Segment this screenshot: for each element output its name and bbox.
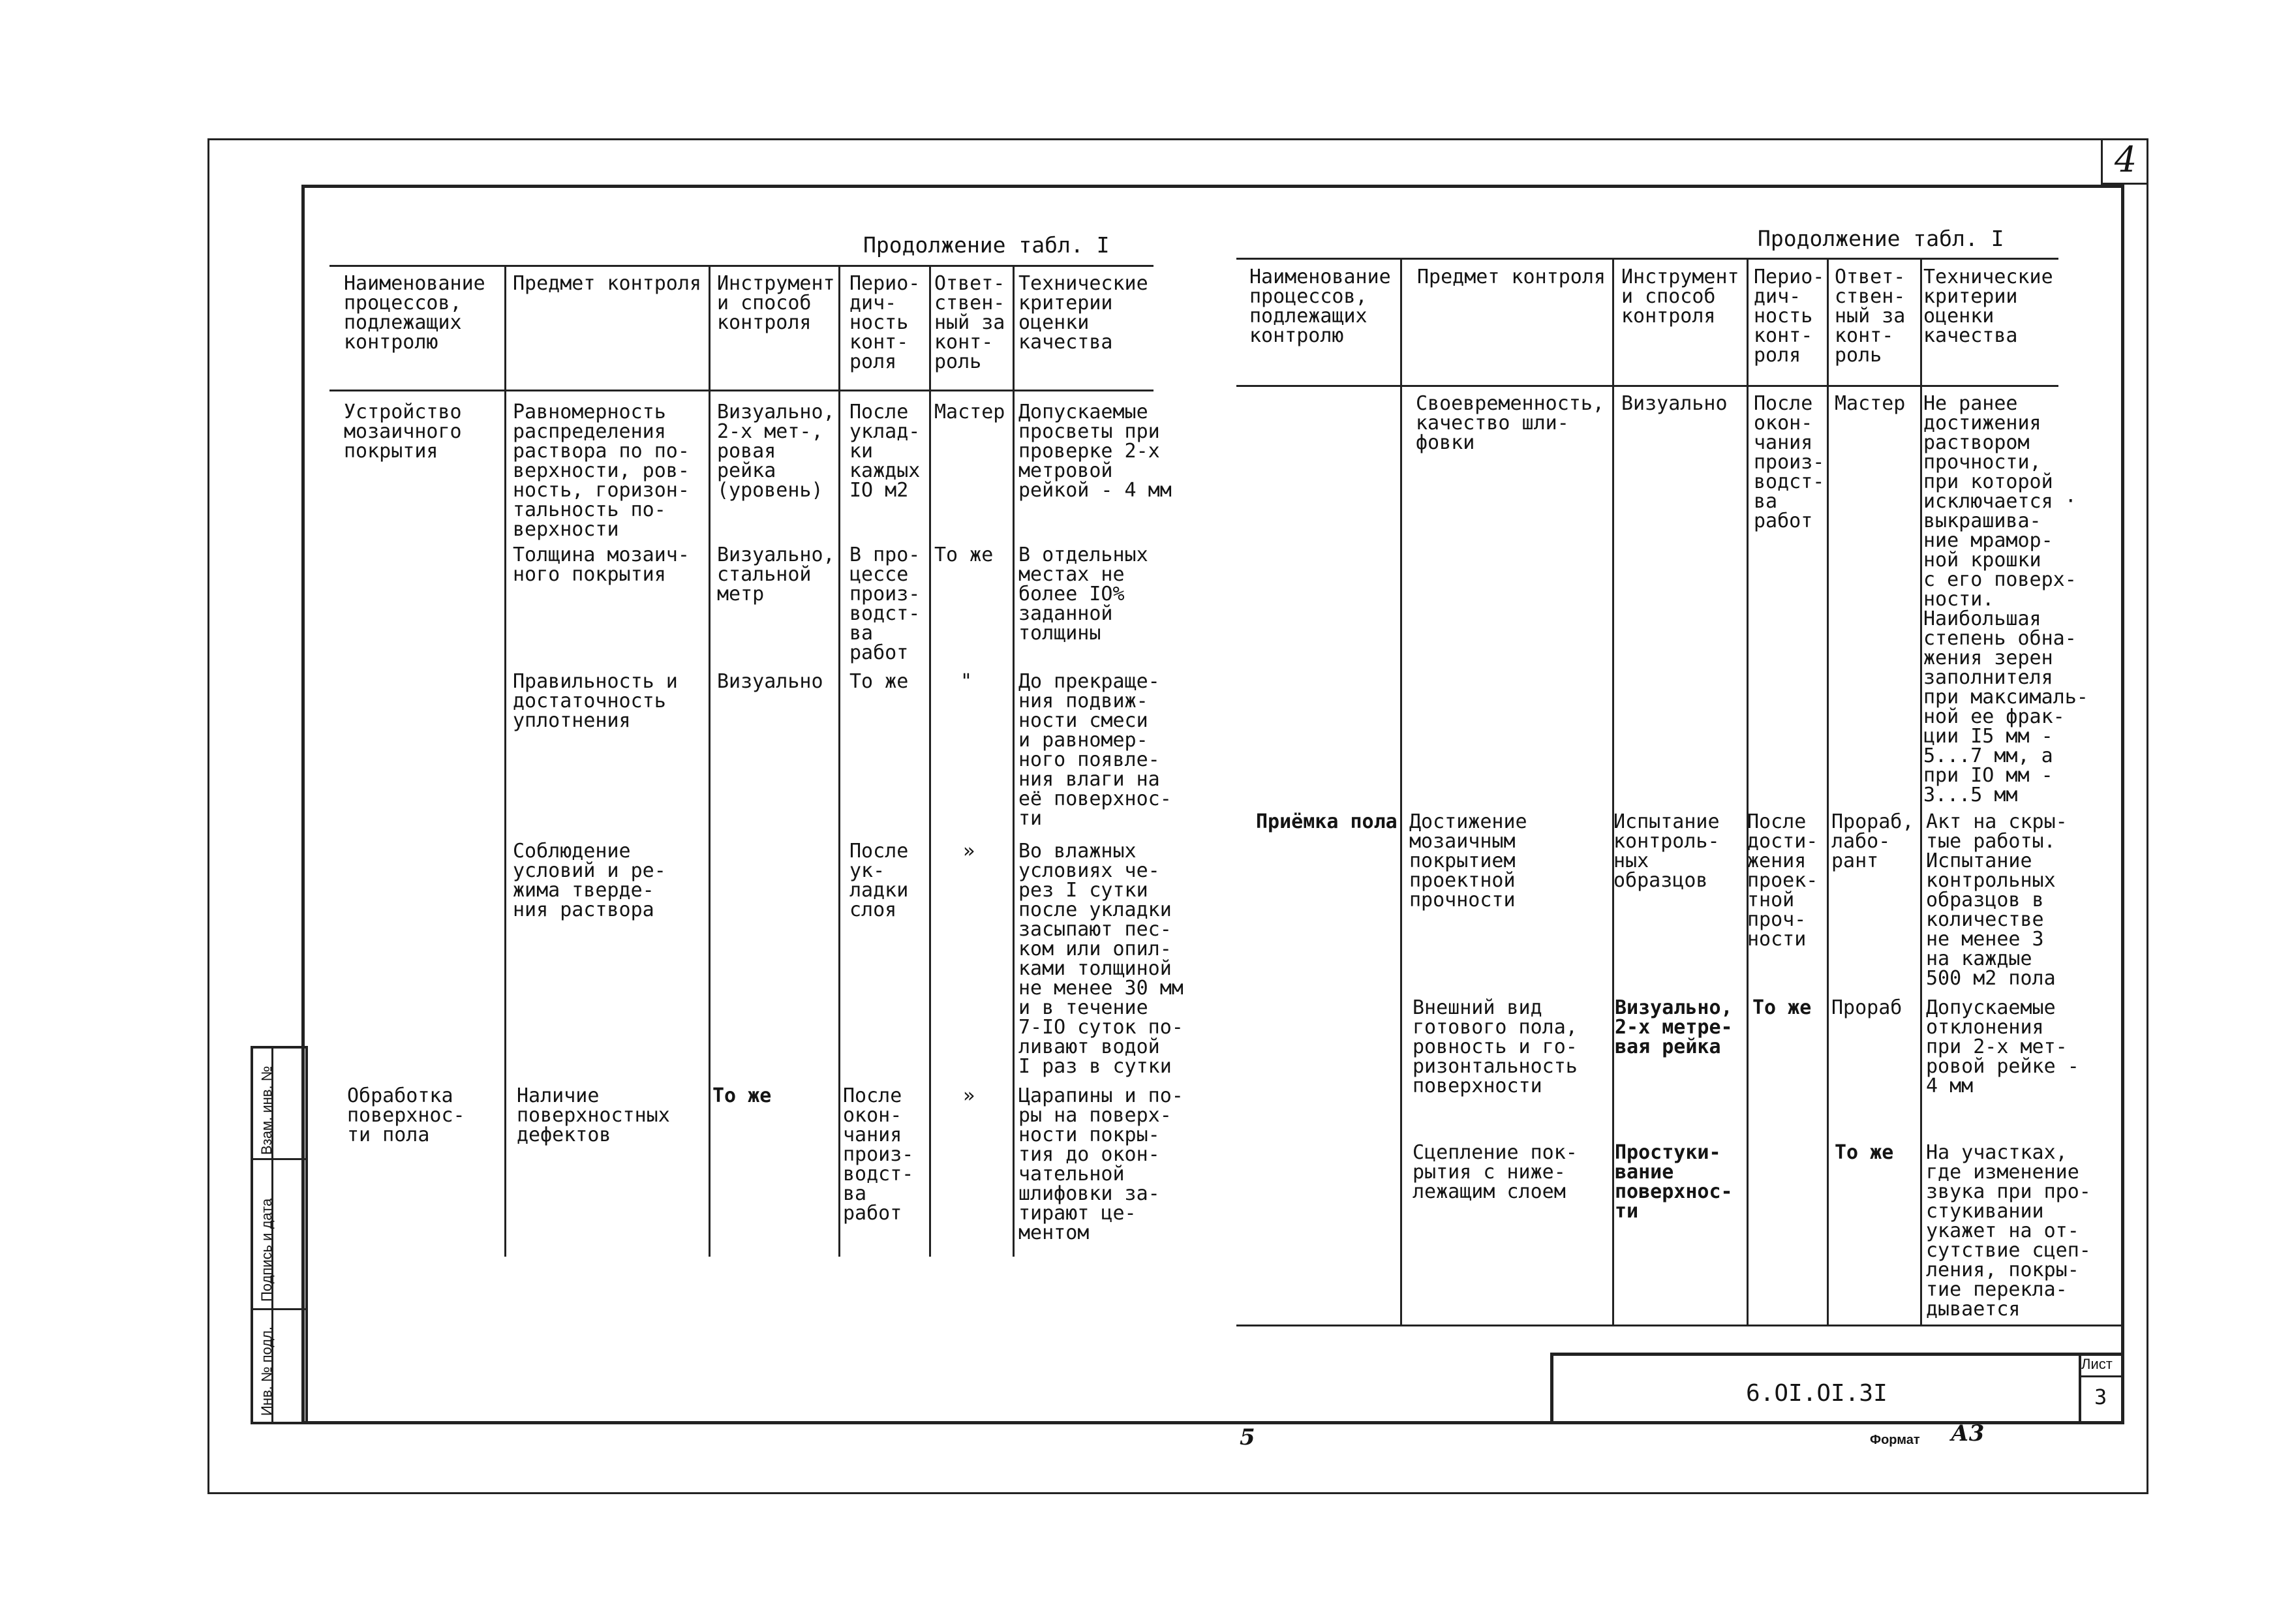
left-header-period: Перио- дич- ность конт- роля [849,272,921,373]
right-row-criteria: Акт на скры- тые работы. Испытание контрольных образцов в количестве не менее 3 на каждые 500 м2 пола [1926,810,2068,990]
right-row-subject: Сцепление пок- рытия с ниже- лежащим слоем [1413,1141,1578,1203]
right-header-process: Наименование процессов, подлежащих контролю [1249,266,1391,347]
right-table-bottom-rule [1236,1325,2124,1326]
left-row-criteria: Царапины и по- ры на поверх- ности покры- тия до окон- чательной шлифовки за- тирают це- ментом [1018,1084,1184,1244]
left-col-divider [504,265,506,1257]
side-strip-cell: Инв. № подл. [258,1326,275,1416]
right-col-divider [1747,258,1749,1325]
right-row-subject: Достижение мозаичным покрытием проектной прочности [1409,810,1527,912]
page-number: 4 [2101,138,2148,185]
left-row-resp: » [963,840,975,863]
left-row-process: Устройство мозаичного покрытия [344,401,462,463]
left-row-period: После ук- ладки слоя [849,840,909,921]
left-row-period: После окон- чания произ- водст- ва работ [843,1084,914,1225]
left-row-subject: Наличие поверхностных дефектов [517,1084,670,1146]
left-row-resp: То же [934,544,994,566]
left-col-divider [929,265,931,1257]
right-row-criteria: Допускаемые отклонения при 2-х мет- ровой рейке - 4 мм [1926,996,2079,1097]
left-row-resp: " [960,670,973,693]
left-row-tool: То же [712,1084,772,1107]
right-header-period: Перио- дич- ность конт- роля [1754,266,1825,367]
left-row-subject: Правильность и достаточность уплотнения [513,670,678,732]
left-row-tool: Визуально [717,670,823,693]
right-row-tool: Визуально, 2-х метре- вая рейка [1615,996,1733,1058]
right-header-criteria: Технические критерии оценки качества [1923,266,2053,347]
right-row-criteria: Не ранее достижения раствором прочности, при которой исключается · выкрашива- ние мрамор- ной крошки с его поверх- ности. Наибольшая степень обна- жения зерен заполнителя при максималь- ной ее фрак- ции I5 мм - 5...7 мм, а при IO мм - 3...5 мм [1923,392,2088,806]
left-row-tool: Визуально, стальной метр [717,544,835,605]
stamp-sheet-divider [2079,1375,2124,1377]
left-row-resp: Мастер [934,401,1005,423]
left-header-process: Наименование процессов, подлежащих контролю [344,272,485,354]
right-table-top-rule [1236,258,2058,260]
left-col-divider [1013,265,1015,1257]
left-row-criteria: До прекраще- ния подвиж- ности смеси и равномер- ного появле- ния влаги на её поверхнос- ти [1018,670,1172,830]
left-row-criteria: В отдельных местах не более IO% заданной толщины [1018,544,1148,645]
format-value: А3 [1951,1420,1985,1447]
side-strip-cell: Взам. инв. № [258,1065,275,1155]
left-header-criteria: Технические критерии оценки качества [1018,272,1148,354]
left-header-resp: Ответ- ствен- ный за конт- роль [934,272,1005,373]
right-col-divider [1612,258,1614,1325]
left-row-period: После уклад- ки каждых IO м2 [849,401,921,502]
left-row-subject: Равномерность распределения раствора по по- верхности, ров- ность, горизон- тальность по- верхности [513,401,690,541]
left-row-process: Обработка поверхнос- ти пола [347,1084,465,1146]
right-row-resp: Прораб, лабо- рант [1831,810,1914,872]
left-col-divider [838,265,840,1257]
left-table-caption: Продолжение табл. I [863,232,1110,258]
left-header-tool: Инструмент и способ контроля [717,272,835,334]
left-col-divider [709,265,711,1257]
side-strip-cell: Подпись и дата [258,1198,275,1302]
right-row-tool: Визуально [1621,392,1728,415]
side-strip-divider [251,1158,308,1160]
right-row-process: Приёмка пола [1256,810,1398,833]
right-row-subject: Своевременность, качество шли- фовки [1416,392,1604,454]
left-table-header-rule [329,390,1154,391]
left-row-subject: Толщина мозаич- ного покрытия [513,544,690,586]
side-strip-divider [251,1308,308,1310]
left-header-subject: Предмет контроля [513,272,701,295]
left-table-top-rule [329,265,1154,267]
right-row-resp: Прораб [1831,996,1902,1019]
stamp-sheet-number: 3 [2094,1385,2107,1409]
right-row-subject: Внешний вид готового пола, ровность и го- ризонтальность поверхности [1413,996,1578,1097]
right-row-tool: Испытание контроль- ных образцов [1613,810,1720,892]
right-header-tool: Инструмент и способ контроля [1621,266,1739,328]
right-col-divider [1400,258,1402,1325]
left-row-criteria: Допускаемые просветы при проверке 2-х метровой рейкой - 4 мм [1018,401,1172,502]
page-mark: 5 [1240,1424,1255,1450]
right-col-divider [1920,258,1922,1325]
left-row-subject: Соблюдение условий и ре- жима тверде- ния раствора [513,840,666,921]
right-header-resp: Ответ- ствен- ный за конт- роль [1835,266,1906,367]
right-col-divider [1827,258,1829,1325]
inner-frame [301,185,2124,1424]
right-table-caption: Продолжение табл. I [1758,226,2004,251]
left-row-period: В про- цессе произ- водст- ва работ [849,544,921,664]
right-row-criteria: На участках, где изменение звука при про- стукивании укажет на от- сутствие сцеп- ления, покры- тие перекла- дывается [1926,1141,2091,1321]
left-row-criteria: Во влажных условиях че- рез I сутки после укладки засыпают пес- ком или опил- ками толщиной не менее 30 мм и в течение 7-IO суток по- ливают водой I раз в сутки [1018,840,1184,1078]
left-row-tool: Визуально, 2-х мет-, ровая рейка (уровень) [717,401,835,502]
document-code: 6.OI.OI.3I [1746,1380,1887,1407]
left-row-period: То же [849,670,909,693]
right-row-period: После дости- жения проек- тной проч- ности [1747,810,1818,951]
right-row-resp: То же [1835,1141,1894,1164]
right-row-resp: Мастер [1835,392,1906,415]
right-header-subject: Предмет контроля [1417,266,1606,288]
right-row-tool: Простуки- вание поверхнос- ти [1615,1141,1733,1223]
left-row-resp: » [963,1084,975,1107]
right-row-period: То же [1752,996,1812,1019]
format-label: Формат [1870,1433,1920,1447]
stamp-sheet-label: Лист [2081,1356,2113,1372]
right-table-header-rule [1236,385,2058,387]
right-row-period: После окон- чания произ- водст- ва работ [1754,392,1825,532]
